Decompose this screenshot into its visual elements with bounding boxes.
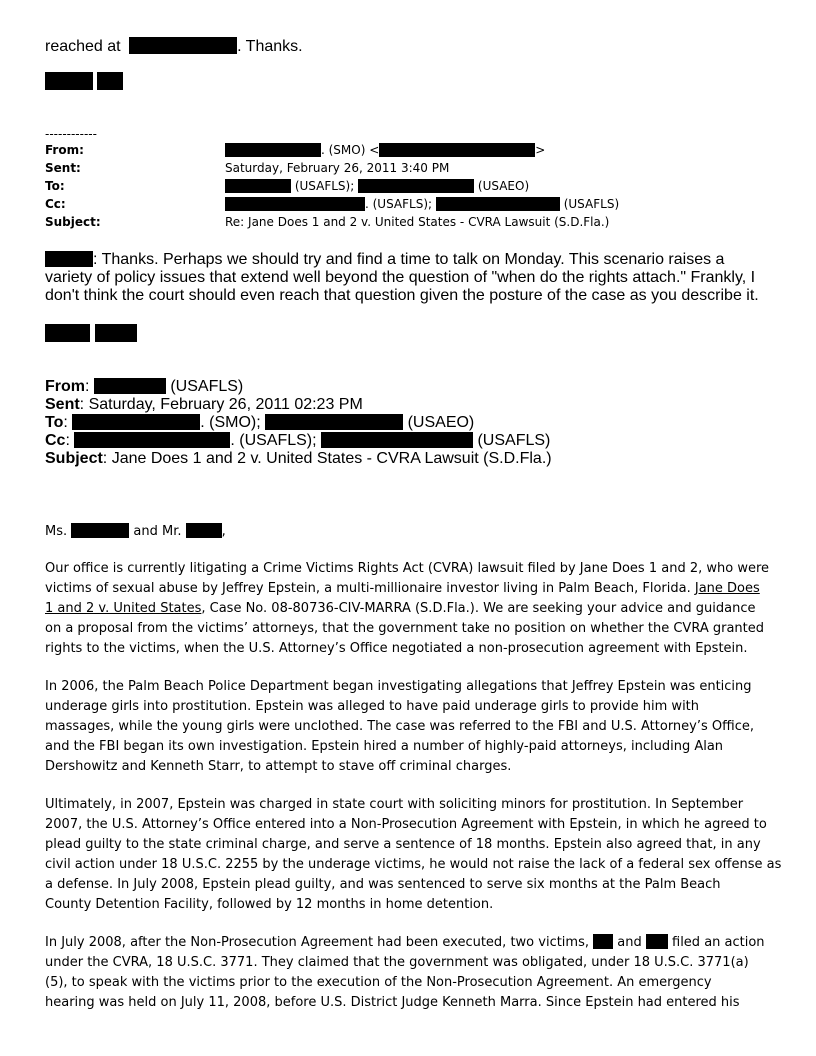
from-value (225, 141, 545, 159)
redaction-block (45, 324, 90, 342)
redaction-block (321, 432, 473, 448)
redaction-block (94, 378, 166, 394)
orig-subject-value: : Jane Does 1 and 2 v. United States - CVRA Lawsuit (S.D.Fla.) (102, 450, 552, 467)
text-line (45, 579, 775, 599)
cc-value (225, 195, 619, 213)
redaction-block (358, 179, 474, 193)
orig-subject-label: Subject (45, 450, 103, 467)
redaction-block (129, 37, 237, 54)
subject-label: Subject: (45, 215, 101, 229)
text-line: 2007, the U.S. Attorney’s Office entered into a Non-Prosecution Agreement with Epstein, in which he agreed to (45, 817, 767, 832)
to-value (225, 177, 529, 195)
sent-label: Sent: (45, 161, 81, 175)
text-line: (5), to speak with the victims prior to the execution of the Non-Prosecution Agreement. An emergency (45, 975, 712, 990)
text-line: under the CVRA, 18 U.S.C. 3771. They claimed that the government was obligated, under 18 U.S.C. 3771(a) (45, 955, 749, 970)
redaction-block (72, 414, 200, 430)
orig-to-line: To: . (SMO); (USAEO) (45, 414, 475, 431)
reached-line (45, 37, 303, 56)
text-line: and the FBI began its own investigation. Epstein hired a number of highly-paid attorneys, including Alan (45, 739, 724, 754)
redaction-block (379, 143, 535, 157)
redaction-block (225, 143, 321, 157)
text-span: , Case No. 08-80736-CIV-MARRA (S.D.Fla.). We are seeking your advice and guidance (201, 601, 756, 616)
orig-to-label: To (45, 414, 64, 431)
from-value-tail: . (SMO) < (321, 143, 380, 157)
to-part1: (USAFLS); (291, 179, 355, 193)
orig-sent-label: Sent (45, 396, 80, 413)
orig-subject-line (45, 450, 552, 468)
to-label: To: (45, 179, 65, 193)
text-line: County Detention Facility, followed by 12 months in home detention. (45, 897, 494, 912)
subject-value: Re: Jane Does 1 and 2 v. United States - CVRA Lawsuit (S.D.Fla.) (225, 215, 610, 229)
salutation (45, 522, 226, 542)
orig-sent-line (45, 396, 363, 414)
from-value-end: > (535, 143, 546, 157)
redaction-block (95, 324, 137, 342)
text-span: In July 2008, after the Non-Prosecution Agreement had been executed, two victims, (45, 935, 589, 950)
text-line: on a proposal from the victims’ attorneys, that the government take no position on whether the CVRA granted (45, 621, 765, 636)
redaction-block (265, 414, 403, 430)
salutation-pre: Ms. (45, 524, 68, 539)
orig-from-line: From: (USAFLS) (45, 378, 244, 395)
case-name-link: 1 and 2 v. United States (45, 601, 202, 616)
redaction-block (74, 432, 230, 448)
text-line: rights to the victims, when the U.S. Attorney’s Office negotiated a non-prosecution agreement with Epstein. (45, 641, 748, 656)
paragraph-4 (45, 933, 775, 1013)
text-line: Dershowitz and Kenneth Starr, to attempt to stave off criminal charges. (45, 759, 512, 774)
orig-cc-label: Cc (45, 432, 66, 449)
orig-sent-value: : Saturday, February 26, 2011 02:23 PM (79, 396, 363, 413)
reply-line-2: variety of policy issues that extend well beyond the question of "when do the rights attach." Frankly, I (45, 269, 756, 286)
sent-value: Saturday, February 26, 2011 3:40 PM (225, 161, 450, 175)
text-line: massages, while the young girls were unclothed. The case was referred to the FBI and U.S. Attorney’s Office, (45, 719, 754, 734)
redaction-block (97, 72, 123, 90)
orig-to-part2: (USAEO) (403, 414, 475, 431)
reply-line-3: don't think the court should even reach that question given the posture of the case as you describe it. (45, 287, 759, 304)
reached-post: . Thanks. (237, 38, 303, 55)
text-line: hearing was held on July 11, 2008, before U.S. District Judge Kenneth Marra. Since Epstein had entered his (45, 995, 740, 1010)
orig-cc-line: Cc: . (USAFLS); (USAFLS) (45, 432, 551, 449)
paragraph-1 (45, 559, 775, 659)
orig-cc-part1: . (USAFLS); (230, 432, 317, 449)
text-line (45, 933, 775, 953)
orig-from-label: From (45, 378, 85, 395)
paragraph-2 (45, 677, 775, 777)
text-line: a defense. In July 2008, Epstein plead guilty, and was sentenced to serve six months at the Palm Beach (45, 877, 721, 892)
paragraph-3 (45, 795, 782, 915)
cc-part1: . (USAFLS); (365, 197, 433, 211)
redaction-block (45, 72, 93, 90)
header-separator: ------------ (45, 127, 97, 141)
text-span: and (613, 935, 646, 950)
orig-cc-part2: (USAFLS) (473, 432, 551, 449)
orig-from-value: (USAFLS) (165, 378, 244, 395)
text-line: civil action under 18 U.S.C. 2255 by the underage victims, he would not raise the lack of a federal sex offense as (45, 857, 782, 872)
text-span: victims of sexual abuse by Jeffrey Epstein, a multi-millionaire investor living in Palm Beach, Florida. (45, 581, 695, 596)
redaction-block (593, 934, 613, 949)
cc-label: Cc: (45, 197, 66, 211)
text-line: In 2006, the Palm Beach Police Department began investigating allegations that Jeffrey Epstein was enticing (45, 679, 752, 694)
orig-to-part1: . (SMO); (200, 414, 261, 431)
text-line: Our office is currently litigating a Crime Victims Rights Act (CVRA) lawsuit filed by Jane Does 1 and 2, who were (45, 561, 770, 576)
redaction-block (646, 934, 668, 949)
reply-text: : Thanks. Perhaps we should try and find a time to talk on Monday. This scenario raises a (93, 251, 725, 268)
text-line: Ultimately, in 2007, Epstein was charged in state court with soliciting minors for prostitution. In September (45, 797, 744, 812)
redaction-block (186, 523, 222, 538)
text-line (45, 599, 775, 619)
redaction-block (71, 523, 129, 538)
case-name-link: Jane Does (694, 581, 760, 596)
redaction-block (225, 197, 365, 211)
redaction-block (436, 197, 560, 211)
redaction-block (225, 179, 291, 193)
text-line: plead guilty to the state criminal charge, and serve a sentence of 18 months. Epstein also agreed that, in any (45, 837, 761, 852)
salutation-mid: and Mr. (133, 524, 182, 539)
salutation-post: , (221, 524, 226, 539)
text-span: filed an action (667, 935, 765, 950)
reached-pre: reached at (45, 38, 121, 55)
from-label: From: (45, 143, 84, 157)
cc-part2: (USAFLS) (559, 197, 620, 211)
reply-line-1 (45, 251, 724, 269)
text-line: underage girls into prostitution. Epstein was alleged to have paid underage girls to provide him with (45, 699, 700, 714)
redaction-block (45, 251, 93, 267)
to-part2: (USAEO) (474, 179, 530, 193)
